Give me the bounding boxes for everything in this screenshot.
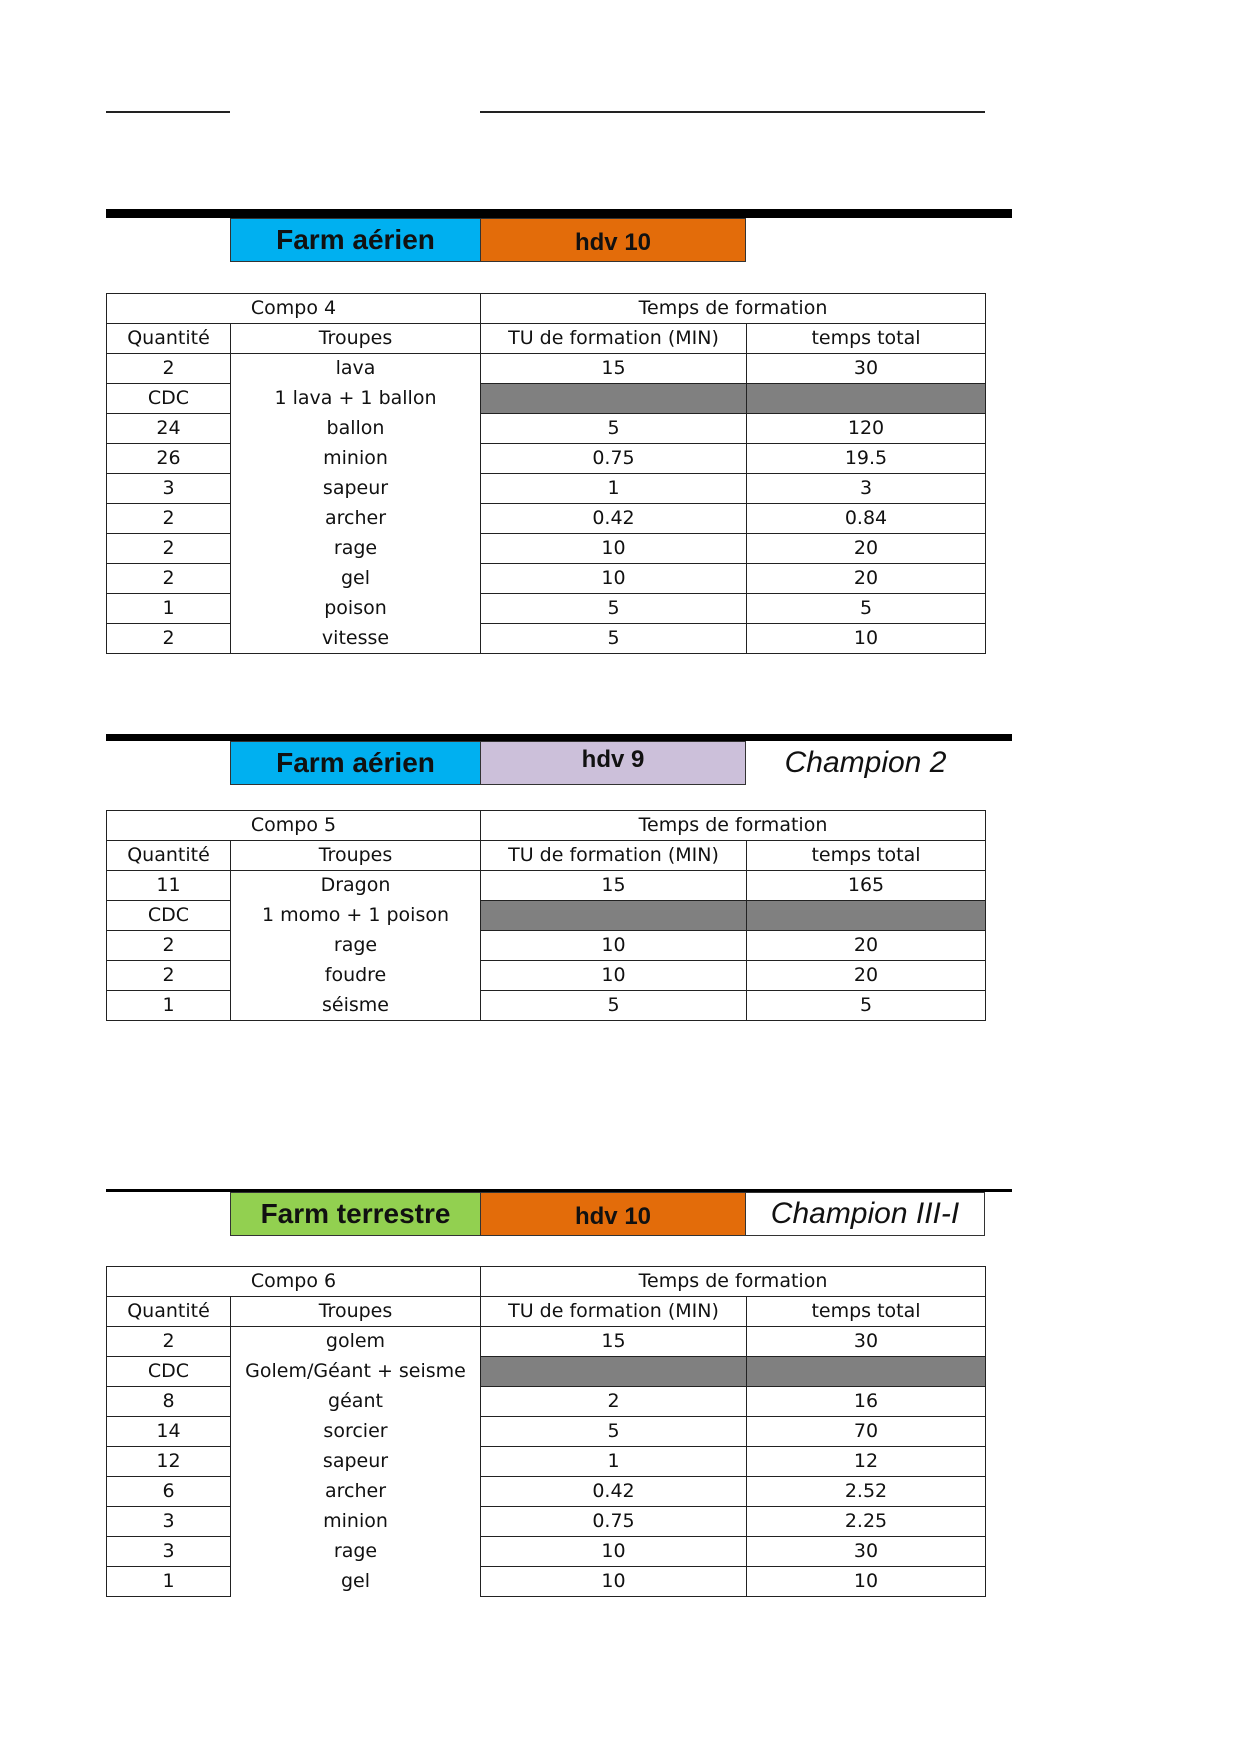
section-2-title: Farm aérien [230, 741, 480, 785]
quantite-cell: 6 [107, 1477, 231, 1507]
tu-cell: 5 [481, 1417, 747, 1447]
table-row [107, 594, 986, 624]
temps-total-cell: 20 [747, 931, 986, 961]
quantite-cell: 1 [107, 1567, 231, 1597]
tu-cell: 1 [481, 474, 747, 504]
troupe-cell: sapeur [322, 1450, 389, 1472]
troupe-cell: minion [323, 1510, 388, 1532]
temps-total-cell: 30 [747, 354, 986, 384]
temps-total-cell: 120 [747, 414, 986, 444]
section-2-rows [107, 871, 986, 1021]
troupe-cell: 1 momo + 1 poison [231, 901, 481, 931]
troupe-cell: archer [231, 504, 481, 534]
tu-cell: 10 [481, 931, 747, 961]
troupe-cell: archer [324, 1480, 387, 1502]
table-subheader-row [107, 841, 986, 871]
troupe-cell: poison [231, 594, 481, 624]
table-row [107, 1507, 986, 1537]
quantite-cell: 2 [107, 564, 231, 594]
tu-cell: 2 [481, 1387, 747, 1417]
troupe-cell: ballon [231, 414, 481, 444]
section-2-table [106, 810, 986, 1021]
top-line-left [106, 111, 230, 113]
quantite-cell: 2 [107, 534, 231, 564]
table-row [107, 901, 986, 931]
tu-header: TU de formation (MIN) [481, 324, 747, 354]
tu-cell: 0.42 [481, 504, 747, 534]
troupe-cell: 1 lava + 1 ballon [231, 384, 481, 414]
tu-cell: 10 [481, 534, 747, 564]
tu-cell: 5 [481, 624, 747, 654]
temps-total-cell: 2.25 [747, 1507, 986, 1537]
temps-total-cell [747, 901, 986, 931]
table-row [107, 384, 986, 414]
temps-total-cell: 20 [747, 564, 986, 594]
table-row [107, 1417, 986, 1447]
troupe-cell: vitesse [231, 624, 481, 654]
temps-total-cell: 10 [747, 1567, 986, 1597]
compo-header: Compo 5 [107, 811, 481, 841]
temps-total-cell: 10 [747, 624, 986, 654]
troupe-cell: rage [333, 1540, 378, 1562]
quantite-cell: 14 [107, 1417, 231, 1447]
troupe-cell: lava [231, 354, 481, 384]
tu-cell [481, 384, 747, 414]
table-row [107, 1327, 986, 1357]
table-row [107, 414, 986, 444]
table-row [107, 961, 986, 991]
temps-total-header: temps total [747, 324, 986, 354]
section-2-hdv: hdv 9 [480, 741, 746, 785]
quantite-cell: 3 [107, 474, 231, 504]
table-row [107, 931, 986, 961]
tu-cell: 0.75 [481, 1507, 747, 1537]
compo-header: Compo 4 [107, 294, 481, 324]
temps-total-cell: 0.84 [747, 504, 986, 534]
quantite-cell: 8 [107, 1387, 231, 1417]
table-header-row [107, 811, 986, 841]
quantite-cell: 2 [107, 354, 231, 384]
quantite-cell: 11 [107, 871, 231, 901]
tu-cell: 5 [481, 594, 747, 624]
troupe-cell: géant [328, 1390, 383, 1412]
temps-total-header: temps total [747, 841, 986, 871]
troupes-header: Troupes [231, 1297, 481, 1327]
table-row [107, 1477, 986, 1507]
tu-cell: 10 [481, 961, 747, 991]
table-row [107, 1567, 986, 1597]
tu-cell: 0.75 [481, 444, 747, 474]
troupe-cell: Dragon [231, 871, 481, 901]
troupe-cell: rage [231, 534, 481, 564]
temps-total-cell: 5 [747, 594, 986, 624]
section-1-table [106, 293, 986, 654]
troupe-cell: gel [231, 564, 481, 594]
table-row [107, 1447, 986, 1477]
temps-total-cell: 19.5 [747, 444, 986, 474]
troupe-cell: Golem/Géant + seisme [245, 1360, 466, 1382]
table-row [107, 871, 986, 901]
section-3-champion: Champion III-I [746, 1192, 985, 1236]
table-row [107, 1537, 986, 1567]
quantite-cell: CDC [107, 1357, 231, 1387]
compo-header: Compo 6 [107, 1267, 481, 1297]
table-row [107, 624, 986, 654]
troupe-cell: sorcier [323, 1420, 388, 1442]
troupe-cell: minion [231, 444, 481, 474]
temps-total-header: temps total [747, 1297, 986, 1327]
temps-total-cell: 70 [747, 1417, 986, 1447]
table-row [107, 534, 986, 564]
table-row [107, 991, 986, 1021]
quantite-cell: 1 [107, 991, 231, 1021]
tu-cell: 10 [481, 564, 747, 594]
quantite-header: Quantité [107, 1297, 231, 1327]
troupe-cell: gel [340, 1570, 371, 1592]
quantite-cell: 12 [107, 1447, 231, 1477]
tu-cell: 15 [481, 354, 747, 384]
section-2-champion: Champion 2 [784, 746, 947, 779]
quantite-cell: 1 [107, 594, 231, 624]
table-row [107, 474, 986, 504]
temps-total-cell: 165 [747, 871, 986, 901]
quantite-cell: CDC [107, 901, 231, 931]
table-subheader-row [107, 1297, 986, 1327]
section-3-title: Farm terrestre [230, 1192, 480, 1236]
troupe-cell: golem [325, 1330, 386, 1353]
tu-cell [481, 1357, 747, 1387]
temps-total-cell: 2.52 [747, 1477, 986, 1507]
quantite-cell: 2 [107, 961, 231, 991]
troupe-cell: rage [231, 931, 481, 961]
table-subheader-row [107, 324, 986, 354]
table-row [107, 564, 986, 594]
section-3-rows [107, 1327, 986, 1597]
temps-header: Temps de formation [481, 294, 986, 324]
quantite-cell: 3 [107, 1537, 231, 1567]
quantite-cell: 24 [107, 414, 231, 444]
temps-total-cell [747, 1357, 986, 1387]
temps-total-cell: 5 [747, 991, 986, 1021]
quantite-cell: CDC [107, 384, 231, 414]
temps-total-cell: 12 [747, 1447, 986, 1477]
quantite-cell: 26 [107, 444, 231, 474]
quantite-header: Quantité [107, 841, 231, 871]
section-3-table [106, 1266, 986, 1597]
temps-total-cell: 3 [747, 474, 986, 504]
table-header-row [107, 1267, 986, 1297]
temps-total-cell [747, 384, 986, 414]
quantite-cell: 3 [107, 1507, 231, 1537]
quantite-cell: 2 [107, 504, 231, 534]
temps-header: Temps de formation [481, 1267, 986, 1297]
table-row [107, 444, 986, 474]
table-header-row [107, 294, 986, 324]
tu-header: TU de formation (MIN) [481, 1297, 747, 1327]
quantite-cell: 2 [107, 624, 231, 654]
quantite-cell: 2 [107, 931, 231, 961]
tu-cell: 15 [481, 871, 747, 901]
section-1-hdv: hdv 10 [480, 218, 746, 262]
troupes-header: Troupes [231, 324, 481, 354]
top-line-right [480, 111, 985, 113]
table-row [107, 1387, 986, 1417]
tu-cell: 10 [481, 1537, 747, 1567]
temps-total-cell: 30 [747, 1327, 986, 1357]
tu-cell [481, 901, 747, 931]
table-row [107, 354, 986, 384]
section-1-divider [106, 209, 1012, 218]
temps-total-cell: 20 [747, 534, 986, 564]
temps-header: Temps de formation [481, 811, 986, 841]
temps-total-cell: 30 [747, 1537, 986, 1567]
tu-cell: 15 [481, 1327, 747, 1357]
troupe-cell: séisme [231, 991, 481, 1021]
tu-cell: 10 [481, 1567, 747, 1597]
table-row [107, 1357, 986, 1387]
troupe-cell: sapeur [231, 474, 481, 504]
section-1-rows [107, 354, 986, 654]
tu-header: TU de formation (MIN) [481, 841, 747, 871]
tu-cell: 1 [481, 1447, 747, 1477]
table-row [107, 504, 986, 534]
temps-total-cell: 20 [747, 961, 986, 991]
tu-cell: 0.42 [481, 1477, 747, 1507]
section-3-hdv: hdv 10 [480, 1192, 746, 1236]
troupes-header: Troupes [231, 841, 481, 871]
quantite-cell: 2 [107, 1327, 231, 1357]
quantite-header: Quantité [107, 324, 231, 354]
tu-cell: 5 [481, 414, 747, 444]
section-2-divider [106, 734, 1012, 741]
tu-cell: 5 [481, 991, 747, 1021]
section-1-title: Farm aérien [230, 218, 480, 262]
temps-total-cell: 16 [747, 1387, 986, 1417]
troupe-cell: foudre [231, 961, 481, 991]
